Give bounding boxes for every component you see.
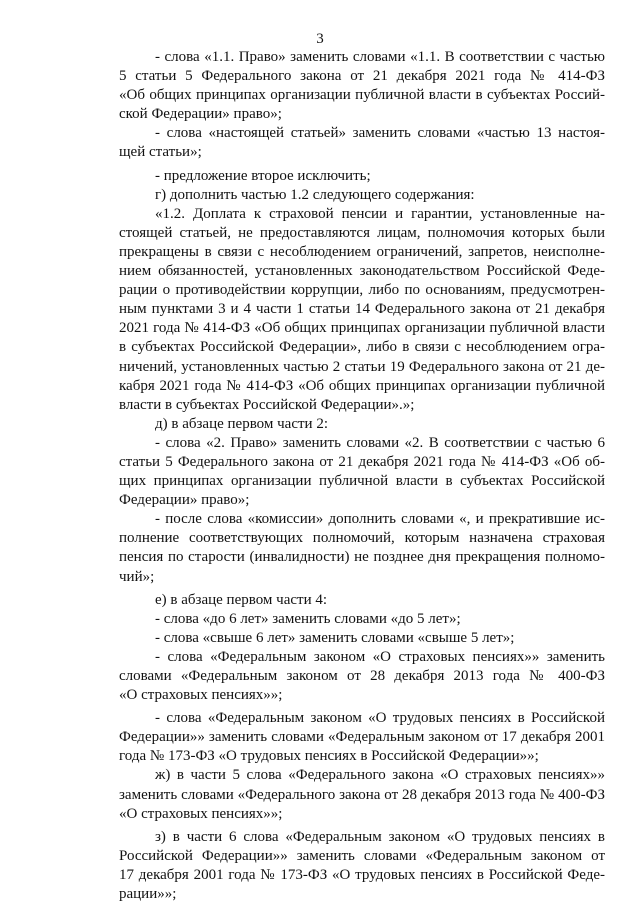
text-line: 5 статьи 5 Федерального закона от 21 декабря 2021 года № 414-ФЗ xyxy=(119,68,605,85)
text-line: Федерации» право»; xyxy=(119,492,250,509)
text-line: ничений, установленных частью 2 статьи 19 Федерального закона от 21 де- xyxy=(119,358,605,375)
text-line: щей статьи»; xyxy=(119,144,202,161)
text-line: нием обязанностей, установленных законодательством Российской Феде- xyxy=(119,263,605,280)
text-line: - слова «1.1. Право» заменить словами «1.1. В соответствии с частью xyxy=(155,49,605,65)
text-line: рации»»; xyxy=(119,886,177,903)
text-line: стоящей статьей, не предоставляются лицам, полномочия которых были xyxy=(119,224,605,241)
text-line: «1.2. Доплата к страховой пенсии и гарантии, установленные на- xyxy=(155,205,605,222)
text-line: словами «Федеральным законом от 28 декабря 2013 года № 400-ФЗ xyxy=(119,668,605,684)
document-body xyxy=(119,48,605,904)
text-line: рации о противодействии коррупции, либо по основаниям, предусмотрен- xyxy=(119,282,605,299)
text-line: 2021 года № 414-ФЗ «Об общих принципах организации публичной власти xyxy=(119,320,605,337)
text-line: 17 декабря 2001 года № 173-ФЗ «О трудовых пенсиях в Российской Феде- xyxy=(119,866,605,883)
page-number: 3 xyxy=(316,31,324,47)
text-line: кабря 2021 года № 414-ФЗ «Об общих принципах организации публичной xyxy=(119,377,605,394)
text-line: - слова «2. Право» заменить словами «2. В соответствии с частью 6 xyxy=(155,434,605,451)
text-line: Российской Федерации»» заменить словами «Федеральным законом от xyxy=(119,847,605,864)
text-line: власти в субъектах Российской Федерации».»; xyxy=(119,396,415,413)
text-line: - слова «Федеральным законом «О трудовых пенсиях в Российской xyxy=(155,710,605,727)
text-line: прекращены в связи с несоблюдением ограничений, запретов, неисполне- xyxy=(119,243,605,260)
text-line: пенсия по старости (инвалидности) не позднее дня прекращения полномо- xyxy=(119,549,605,566)
text-line: - слова «до 6 лет» заменить словами «до 5 лет»; xyxy=(155,610,461,627)
text-line: - слова «настоящей статьей» заменить словами «частью 13 настоя- xyxy=(155,125,605,142)
text-line: - предложение второе исключить; xyxy=(155,167,371,184)
text-line: щих принципах организации публичной власти в субъектах Российской xyxy=(119,473,605,490)
text-line: г) дополнить частью 1.2 следующего содержания: xyxy=(155,186,475,203)
text-line: - слова «Федеральным законом «О страховых пенсиях»» заменить xyxy=(155,648,605,665)
text-line: Федерации»» заменить словами «Федеральным законом от 17 декабря 2001 xyxy=(119,729,605,746)
text-line: «Об общих принципах организации публичной власти в субъектах Россий- xyxy=(119,87,605,104)
text-line: - после слова «комиссии» дополнить словами «, и прекратившие ис- xyxy=(155,511,605,528)
text-line: в субъектах Российской Федерации», либо в связи с несоблюдением огра- xyxy=(119,339,605,356)
text-line: ным пунктами 3 и 4 части 1 статьи 14 Федерального закона от 21 декабря xyxy=(119,301,605,318)
text-line: «О страховых пенсиях»»; xyxy=(119,687,283,704)
text-line: года № 173-ФЗ «О трудовых пенсиях в Российской Федерации»»; xyxy=(119,748,539,765)
text-line: полнение соответствующих полномочий, которым назначена страховая xyxy=(119,530,605,547)
text-line: чий»; xyxy=(119,568,155,585)
text-line: ж) в части 5 слова «Федерального закона «О страховых пенсиях»» xyxy=(155,767,605,784)
text-line: - слова «свыше 6 лет» заменить словами «свыше 5 лет»; xyxy=(155,629,515,646)
text-line: з) в части 6 слова «Федеральным законом «О трудовых пенсиях в xyxy=(155,828,605,845)
text-line: д) в абзаце первом части 2: xyxy=(155,415,328,432)
text-line: е) в абзаце первом части 4: xyxy=(155,591,328,608)
text-line: заменить словами «Федерального закона от 28 декабря 2013 года № 400-ФЗ xyxy=(119,786,605,803)
text-line: ской Федерации» право»; xyxy=(119,106,282,123)
text-line: статьи 5 Федерального закона от 21 декабря 2021 года № 414-ФЗ «Об об- xyxy=(119,453,605,470)
text-line: «О страховых пенсиях»»; xyxy=(119,805,283,822)
